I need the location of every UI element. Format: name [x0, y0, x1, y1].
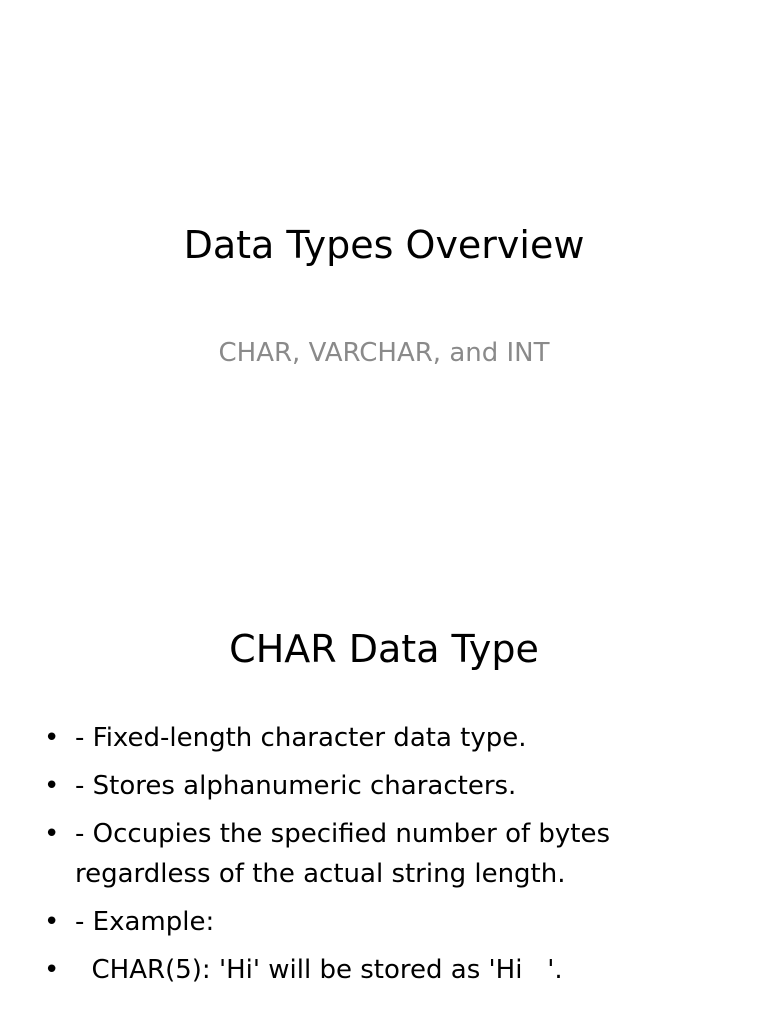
- bullet-text: - Example:: [75, 907, 215, 937]
- bullet-icon: •: [44, 723, 60, 753]
- bullet-item: [40, 902, 740, 942]
- bullet-text: - Stores alphanumeric characters.: [75, 771, 517, 801]
- slide-title: CHAR Data Type: [229, 627, 539, 671]
- bullet-icon: •: [44, 955, 60, 985]
- bullet-item: [40, 950, 740, 990]
- bullet-list: [40, 718, 740, 998]
- slide-title: Data Types Overview: [183, 223, 585, 267]
- bullet-item: [40, 766, 740, 806]
- bullet-icon: •: [44, 771, 60, 801]
- bullet-text: - Fixed-length character data type.: [75, 723, 527, 753]
- bullet-text: - Occupies the specified number of bytes regardless of the actual string length.: [75, 819, 619, 889]
- bullet-item: [40, 814, 740, 894]
- bullet-item: [40, 718, 740, 758]
- bullet-text: CHAR(5): 'Hi' will be stored as 'Hi '.: [75, 955, 563, 985]
- slide-subtitle: CHAR, VARCHAR, and INT: [218, 338, 550, 368]
- bullet-icon: •: [44, 907, 60, 937]
- slide-2: [0, 576, 768, 1024]
- bullet-icon: •: [44, 819, 60, 849]
